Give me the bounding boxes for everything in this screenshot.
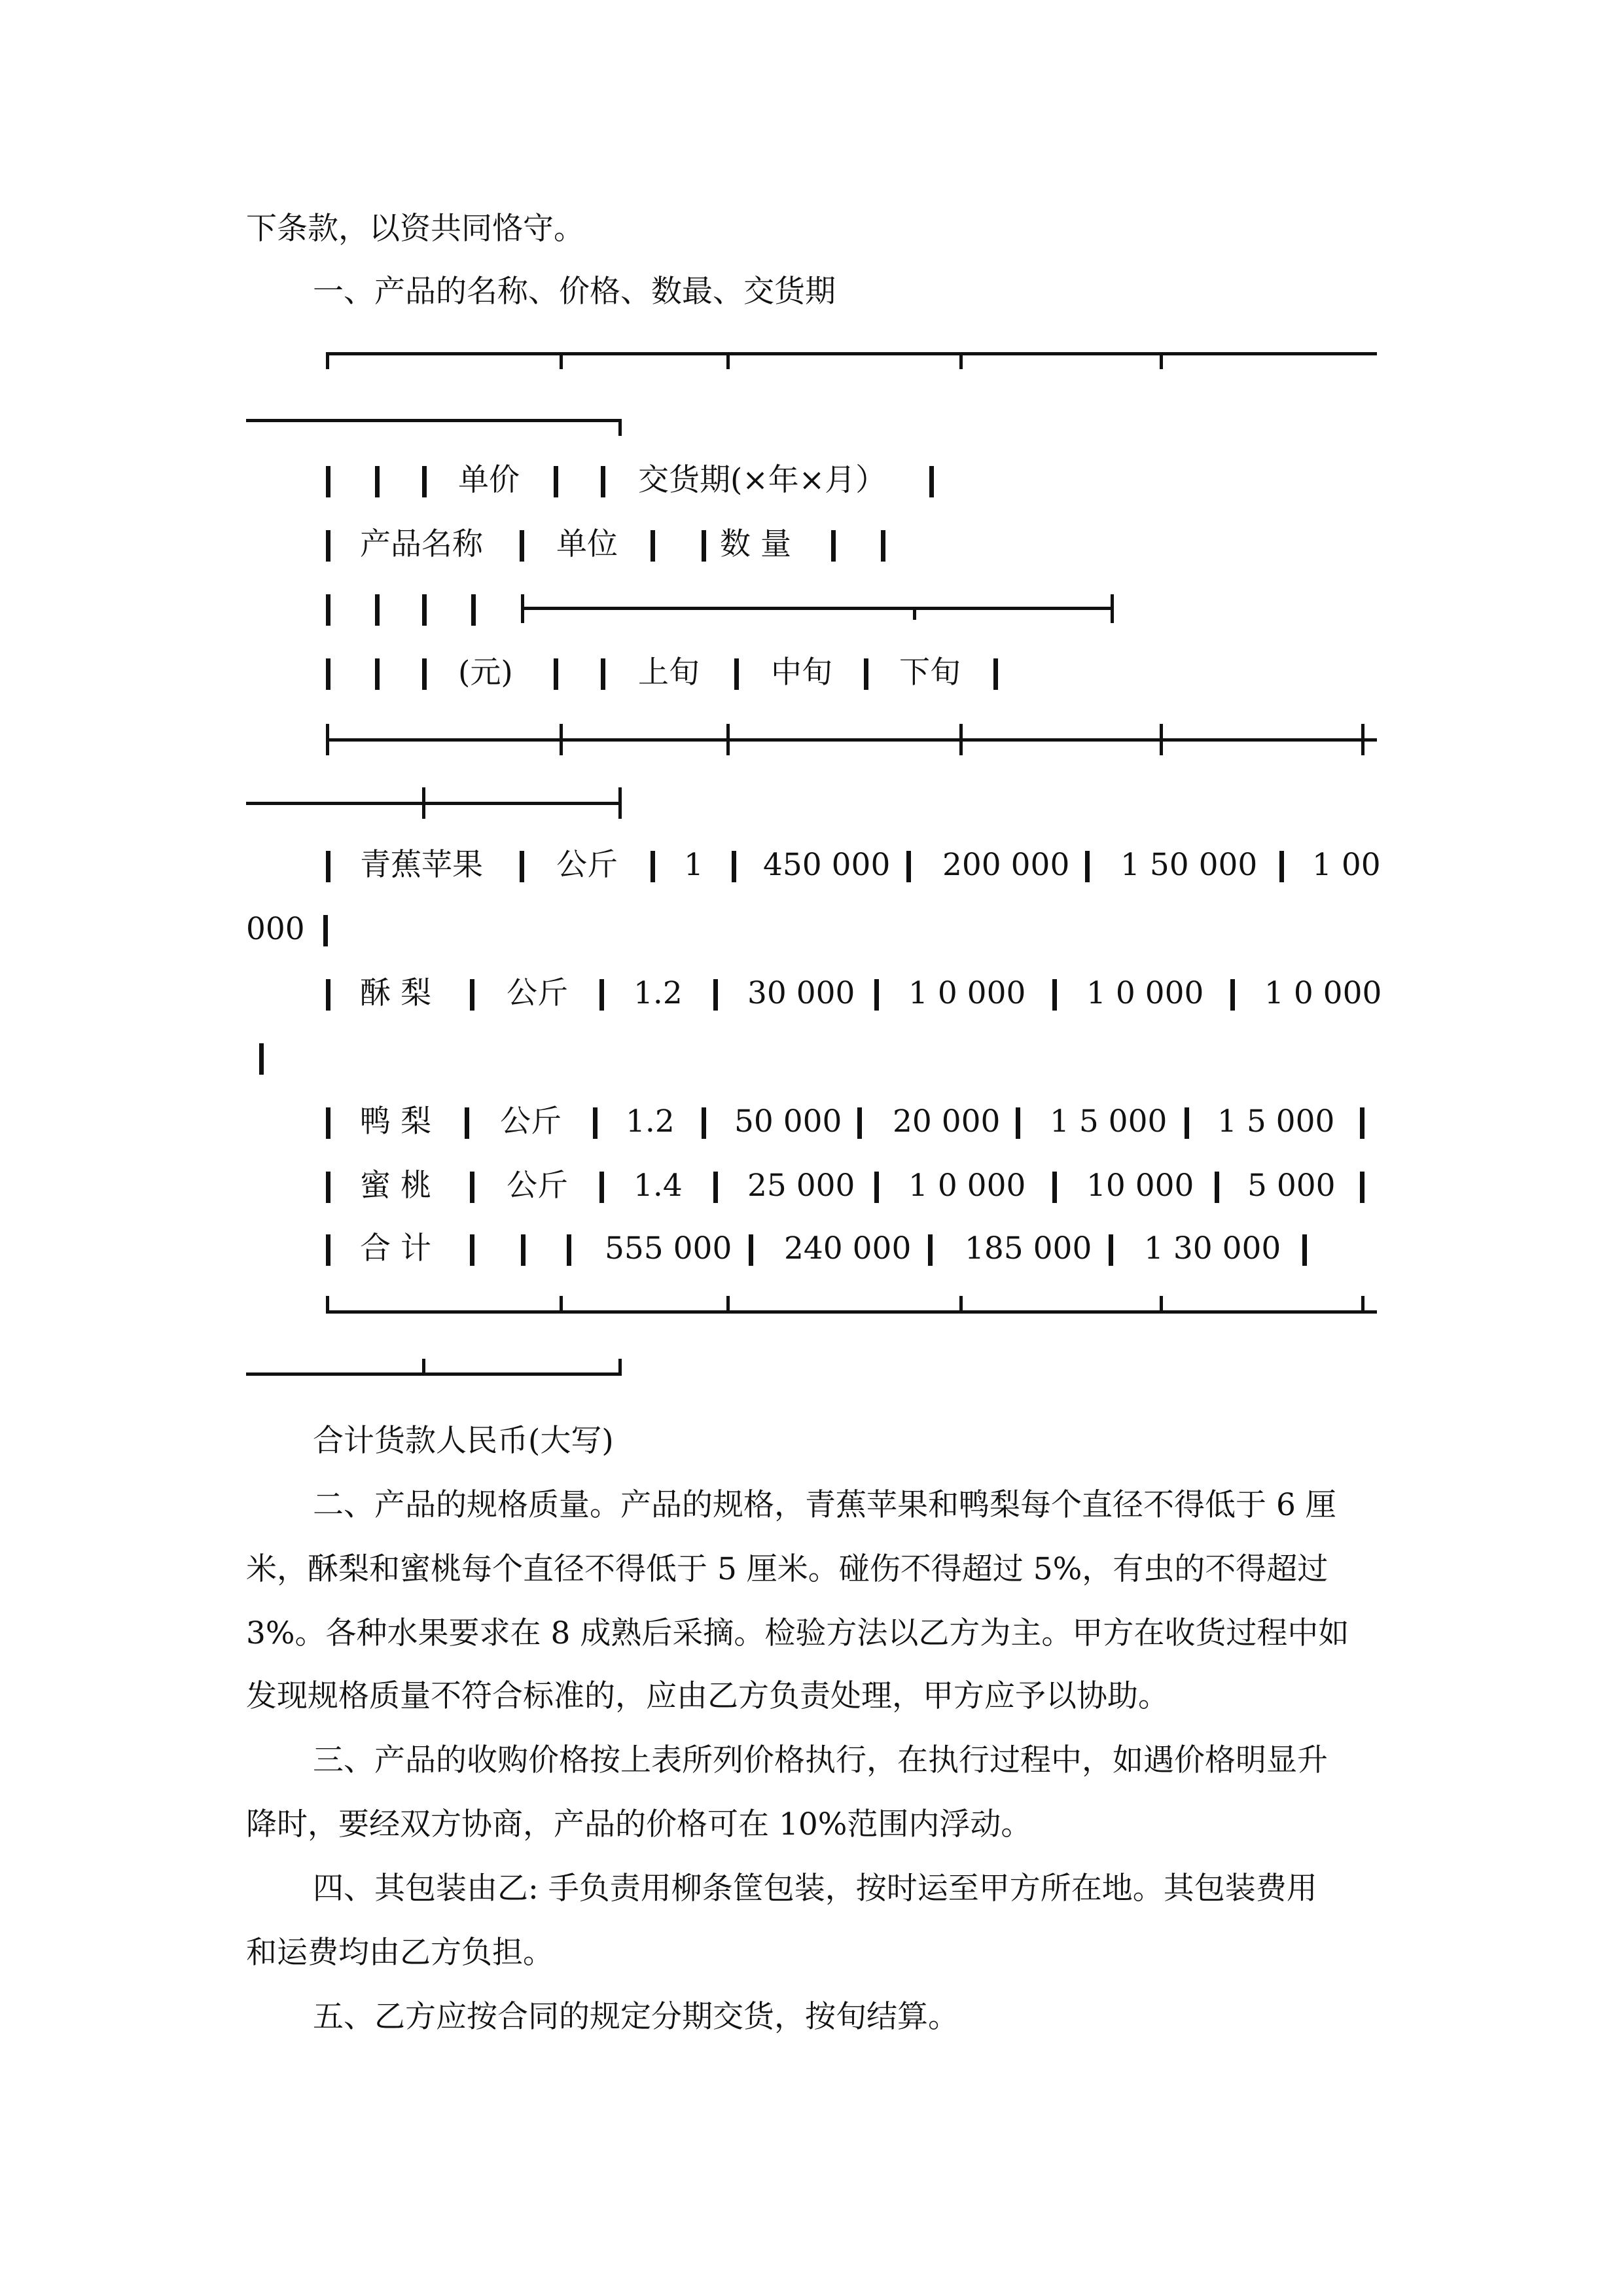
row-quantity: 25 000 [747,1168,855,1204]
header-unit-price: 单价 [458,462,520,498]
row-unit: 公斤 [500,1103,562,1139]
section1-title: 一、产品的名称、价格、数最、交货期 [313,274,836,310]
header-late: 下旬 [899,655,961,691]
row-early: 200 000 [942,847,1070,883]
row-late: 1 00 [1312,847,1381,883]
header-yuan: (元) [458,655,513,691]
header-mid: 中旬 [771,655,832,691]
row-quantity: 450 000 [763,847,891,883]
row-name: 合 计 [360,1230,431,1266]
row-late-wrap: 000 [246,911,305,947]
header-unit: 单位 [556,526,618,562]
row-late: 1 30 000 [1144,1230,1281,1266]
row-quantity: 30 000 [747,975,855,1011]
row-mid: 1 50 000 [1120,847,1258,883]
header-early: 上旬 [638,655,700,691]
row-mid: 1 5 000 [1050,1103,1168,1139]
total-amount-label: 合计货款人民币(大写) [313,1423,614,1459]
row-price: 1.2 [626,1103,675,1139]
row-early: 1 0 000 [908,975,1026,1011]
header-quantity: 数 量 [720,526,791,562]
row-mid: 10 000 [1086,1168,1194,1204]
intro-line: 下条款，以资共同恪守。 [246,211,584,247]
row-quantity: 50 000 [734,1103,842,1139]
row-mid: 185 000 [965,1230,1092,1266]
header-product-name: 产品名称 [360,526,483,562]
row-name: 鸭 梨 [360,1103,431,1139]
row-price: 1 [684,847,704,883]
row-early: 20 000 [893,1103,1001,1139]
row-late: 5 000 [1247,1168,1336,1204]
row-name: 青蕉苹果 [360,847,483,883]
row-unit: 公斤 [556,847,618,883]
row-early: 1 0 000 [908,1168,1026,1204]
row-price: 1.2 [633,975,683,1011]
row-quantity: 555 000 [605,1230,732,1266]
row-late: 1 5 000 [1217,1103,1335,1139]
row-name: 蜜 桃 [360,1168,431,1204]
header-delivery-period: 交货期(×年×月） [638,462,887,498]
row-name: 酥 梨 [360,975,431,1011]
row-unit: 公斤 [507,1168,568,1204]
row-early: 240 000 [784,1230,912,1266]
row-price: 1.4 [633,1168,683,1204]
row-unit: 公斤 [507,975,568,1011]
row-late: 1 0 000 [1264,975,1382,1011]
row-mid: 1 0 000 [1086,975,1204,1011]
